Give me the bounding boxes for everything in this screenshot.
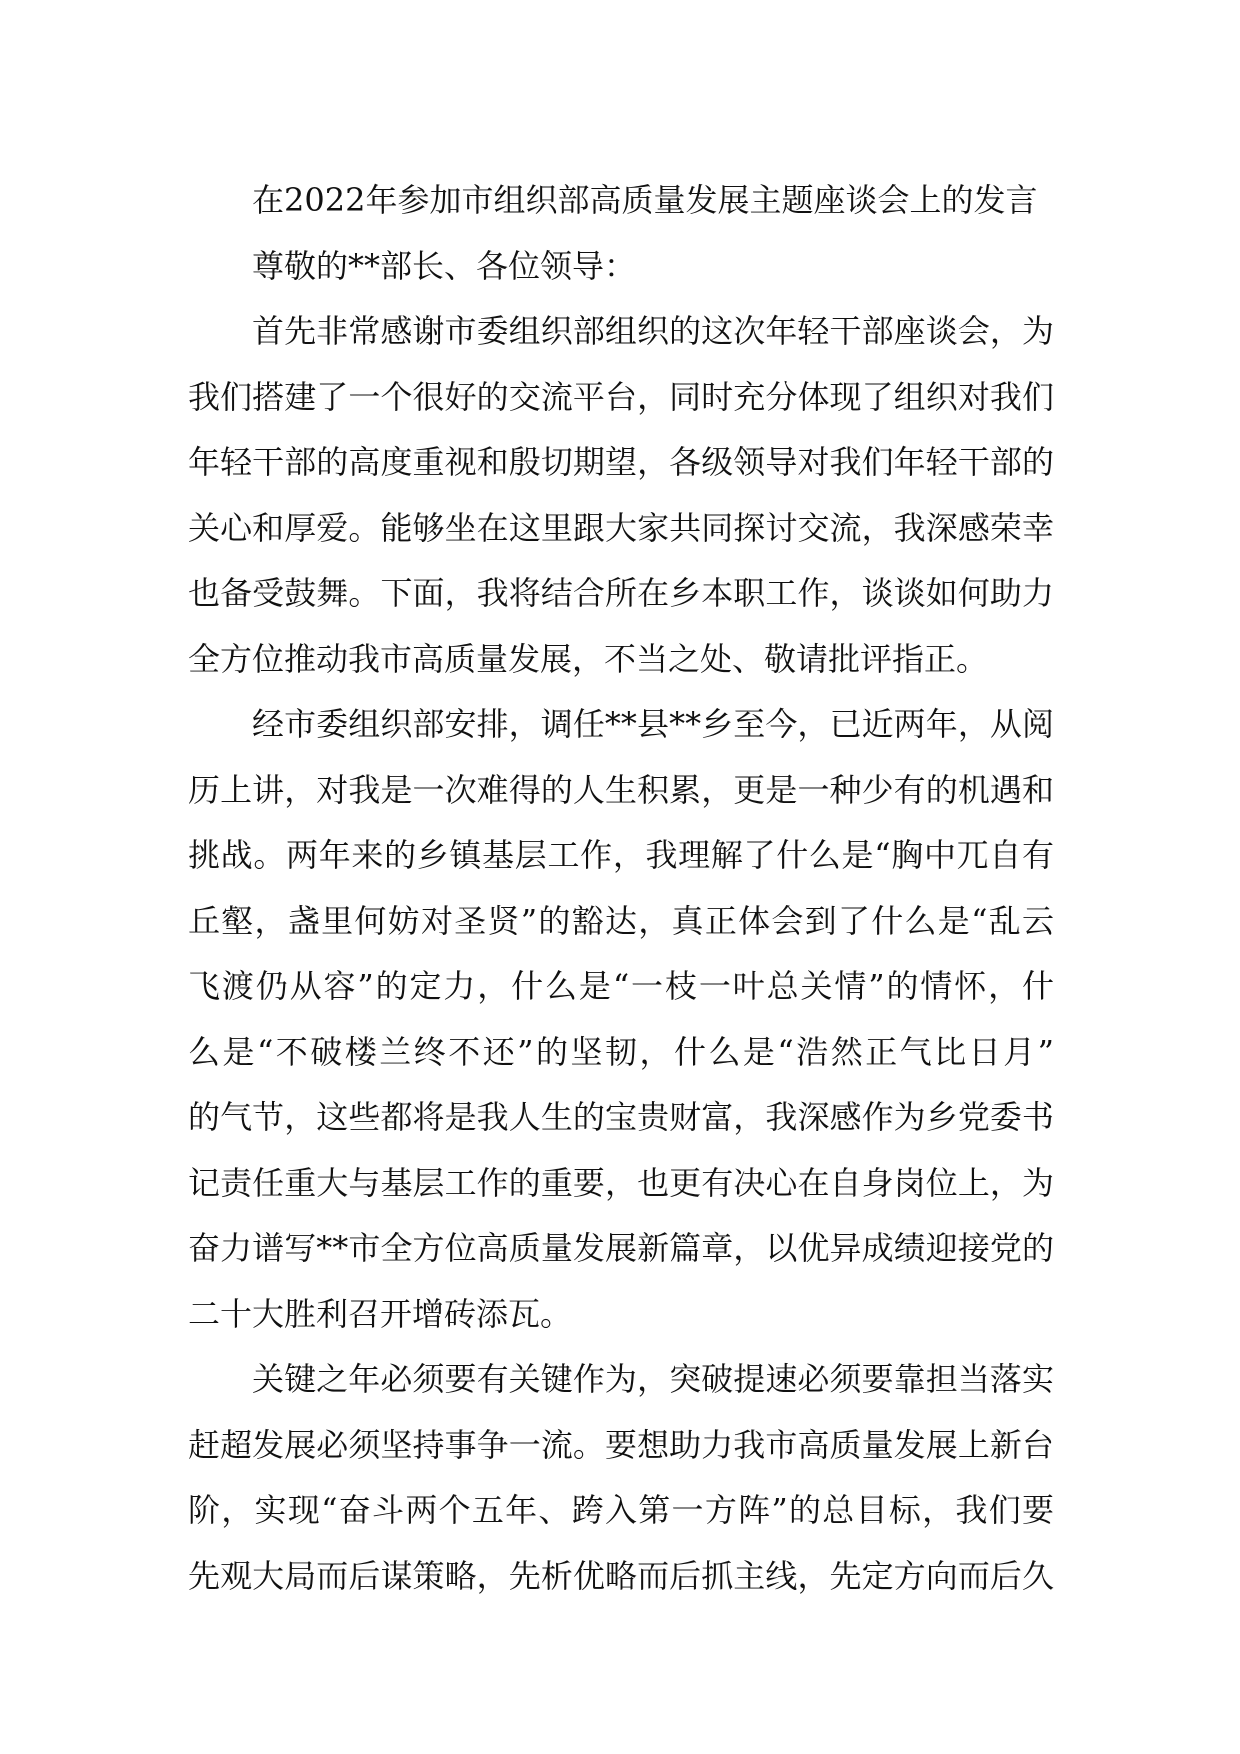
paragraph-line: 先观大局而后谋策略，先析优略而后抓主线，先定方向而后久 (188, 1556, 1054, 1595)
paragraph-1 (188, 299, 1054, 692)
paragraph-line: 也备受鼓舞。下面，我将结合所在乡本职工作，谈谈如何助力 (188, 574, 1054, 612)
document-title: 在2022年参加市组织部高质量发展主题座谈会上的发言 (252, 181, 1038, 219)
paragraph-line: 丘壑，盏里何妨对圣贤”的豁达，真正体会到了什么是“乱云 (188, 901, 1054, 940)
document-body (188, 168, 1054, 1609)
salutation: 尊敬的**部长、各位领导： (252, 246, 637, 285)
paragraph-line: 关心和厚爱。能够坐在这里跟大家共同探讨交流，我深感荣幸 (188, 508, 1054, 547)
paragraph-line: 首先非常感谢市委组织部组织的这次年轻干部座谈会，为 (252, 312, 1054, 350)
paragraph-line: 关键之年必须要有关键作为，突破提速必须要靠担当落实 (252, 1360, 1054, 1398)
paragraph-line: 年轻干部的高度重视和殷切期望，各级领导对我们年轻干部的 (188, 443, 1054, 481)
paragraph-line: 二十大胜利召开增砖添瓦。 (188, 1294, 573, 1333)
paragraph-line: 全方位推动我市高质量发展，不当之处、敬请批评指正。 (188, 639, 989, 678)
paragraph-line: 记责任重大与基层工作的重要，也更有决心在自身岗位上，为 (188, 1163, 1054, 1202)
paragraph-3 (188, 1347, 1054, 1609)
paragraph-line: 么是“不破楼兰终不还”的坚韧，什么是“浩然正气比日月” (188, 1032, 1054, 1071)
paragraph-line: 飞渡仍从容”的定力，什么是“一枝一叶总关情”的情怀，什 (188, 967, 1054, 1005)
paragraph-line: 挑战。两年来的乡镇基层工作，我理解了什么是“胸中兀自有 (188, 836, 1054, 874)
paragraph-line: 历上讲，对我是一次难得的人生积累，更是一种少有的机遇和 (188, 770, 1054, 809)
paragraph-line: 奋力谱写**市全方位高质量发展新篇章，以优异成绩迎接党的 (188, 1229, 1054, 1267)
paragraph-line: 阶，实现“奋斗两个五年、跨入第一方阵”的总目标，我们要 (188, 1491, 1054, 1529)
paragraph-line: 经市委组织部安排，调任**县**乡至今，已近两年，从阅 (252, 705, 1054, 743)
paragraph-2 (188, 692, 1054, 1347)
paragraph-line: 我们搭建了一个很好的交流平台，同时充分体现了组织对我们 (188, 377, 1054, 416)
paragraph-line: 赶超发展必须坚持事争一流。要想助力我市高质量发展上新台 (188, 1425, 1054, 1464)
paragraph-line: 的气节，这些都将是我人生的宝贵财富，我深感作为乡党委书 (188, 1098, 1054, 1136)
